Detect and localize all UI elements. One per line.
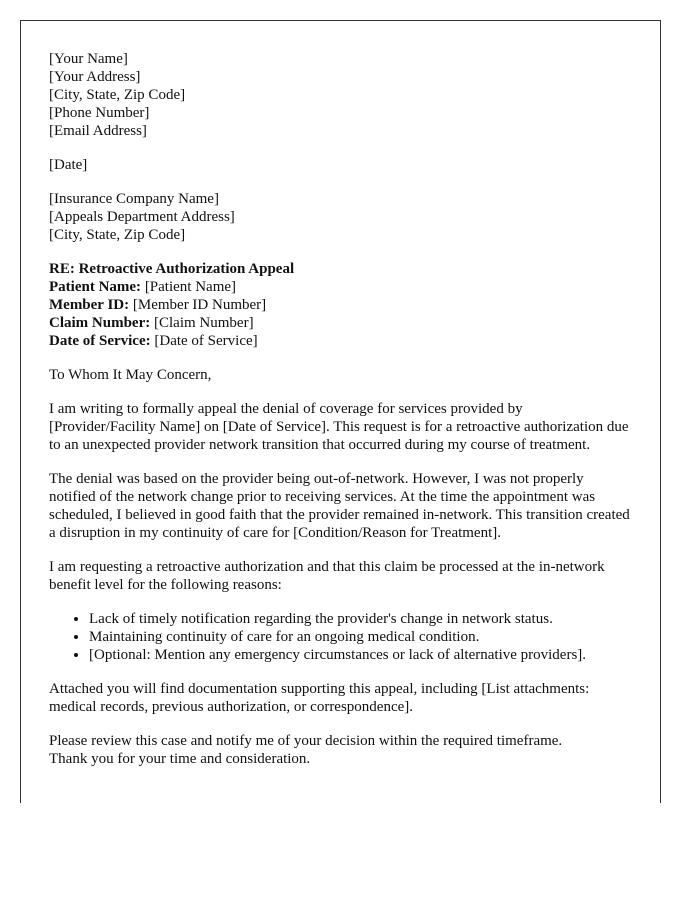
date-of-service-row (49, 332, 632, 350)
recipient-address (49, 190, 632, 244)
sender-address-line: [Your Address] (49, 69, 141, 85)
sender-phone: [Phone Number] (49, 105, 150, 121)
sender-name: [Your Name] (49, 51, 128, 67)
body-paragraph: The denial was based on the provider being out-of-network. However, I was not properly notified of the network change prior to receiving services. At the time the appointment was scheduled, I believed in good faith that the provider remained in-network. This transition created a disruption in my continuity of care for [Condition/Reason for Treatment]. (49, 471, 630, 541)
list-item: • Lack of timely notification regarding the provider's change in network status. (89, 610, 632, 628)
closing-line: Please review this case and notify me of your decision within the required timeframe. (49, 733, 563, 749)
closing-line: Thank you for your time and consideration. (49, 751, 311, 767)
claim-number-row (49, 314, 632, 332)
patient-name-label: Patient Name: (49, 279, 142, 295)
reasons-list (49, 610, 632, 664)
claim-number-value: [Claim Number] (150, 315, 254, 331)
claim-number-label: Claim Number: (49, 315, 151, 331)
subject-line: RE: Retroactive Authorization Appeal (49, 261, 295, 277)
recipient-city: [City, State, Zip Code] (49, 227, 186, 243)
letter-page (20, 20, 661, 803)
member-id-row (49, 296, 632, 314)
patient-name-value: [Patient Name] (141, 279, 237, 295)
body-paragraph: I am writing to formally appeal the denial of coverage for services provided by [Provider/Facility Name] on [Date of Service]. This request is for a retroactive authorization due to an unexpected provider network transition that occurred during my course of treatment. (49, 401, 629, 453)
patient-name-row (49, 278, 632, 296)
date-of-service-label: Date of Service: (49, 333, 151, 349)
date-of-service-value: [Date of Service] (150, 333, 258, 349)
body-paragraph: I am requesting a retroactive authorization and that this claim be processed at the in-network benefit level for the following reasons: (49, 559, 605, 593)
list-item: • [Optional: Mention any emergency circumstances or lack of alternative providers]. (89, 646, 632, 664)
sender-email: [Email Address] (49, 123, 147, 139)
letter-date: [Date] (49, 157, 88, 173)
closing-paragraph (49, 732, 632, 768)
list-item: • Maintaining continuity of care for an ongoing medical condition. (89, 628, 632, 646)
recipient-address-line: [Appeals Department Address] (49, 209, 235, 225)
attachments-paragraph: Attached you will find documentation supporting this appeal, including [List attachments: medical records, previous authorization, or correspondence]. (49, 681, 590, 715)
salutation: To Whom It May Concern, (49, 367, 212, 383)
recipient-company: [Insurance Company Name] (49, 191, 219, 207)
sender-address (49, 50, 632, 140)
member-id-value: [Member ID Number] (129, 297, 267, 313)
member-id-label: Member ID: (49, 297, 130, 313)
reference-block (49, 260, 632, 350)
sender-city: [City, State, Zip Code] (49, 87, 186, 103)
